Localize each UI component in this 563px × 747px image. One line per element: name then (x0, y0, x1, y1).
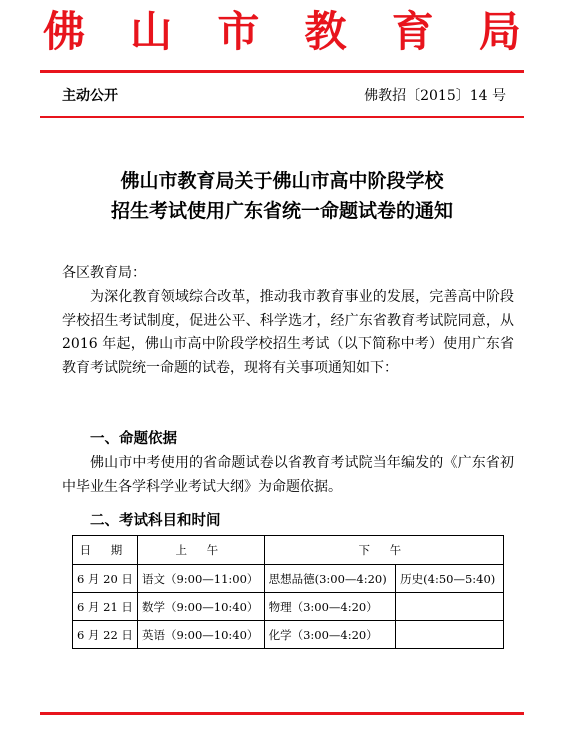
table-row (73, 593, 504, 621)
section-heading-2: 二、考试科目和时间 (90, 513, 221, 529)
masthead-char: 山 (130, 7, 173, 56)
paragraph-basis: 佛山市中考使用的省命题试卷以省教育考试院当年编发的《广东省初中毕业生各学科学业考试大纲》为命题依据。 (62, 455, 514, 495)
document-meta-row (62, 86, 506, 106)
masthead-char: 市 (217, 7, 260, 56)
header-morning: 上 午 (137, 536, 264, 565)
table-row (73, 565, 504, 593)
cell-afternoon-1: 思想品德(3:00—4:20) (264, 565, 396, 593)
paragraph-intro: 为深化教育领域综合改革，推动我市教育事业的发展，完善高中阶段学校招生考试制度，促进公平、科学选才，经广东省教育考试院同意，从 2016 年起，佛山市高中阶段学校招生考试（以下简称中考）使用广东省教育考试院统一命题的试卷，现将有关事项通知如下： (62, 289, 514, 376)
table-header-row (73, 536, 504, 565)
cell-morning: 数学（9:00—10:40） (137, 593, 264, 621)
title-line-2: 招生考试使用广东省统一命题试卷的通知 (110, 200, 453, 222)
masthead-char: 局 (478, 7, 521, 56)
title-line-1: 佛山市教育局关于佛山市高中阶段学校 (120, 170, 444, 192)
section-heading-1: 一、命题依据 (90, 431, 177, 447)
document-title (40, 166, 524, 226)
cell-morning: 语文（9:00—11:00） (137, 565, 264, 593)
cell-afternoon-1: 物理（3:00—4:20） (264, 593, 396, 621)
cell-afternoon-2: 历史(4:50—5:40) (396, 565, 504, 593)
masthead-char: 佛 (42, 7, 85, 56)
header-afternoon: 下 午 (264, 536, 503, 565)
exam-schedule-table (72, 535, 504, 649)
masthead-char: 教 (304, 7, 347, 56)
cell-date: 6 月 22 日 (73, 621, 138, 649)
masthead-char: 育 (391, 7, 434, 56)
disclosure-label: 主动公开 (62, 88, 118, 104)
cell-date: 6 月 21 日 (73, 593, 138, 621)
cell-afternoon-1: 化学（3:00—4:20） (264, 621, 396, 649)
header-date: 日 期 (73, 536, 138, 565)
cell-date: 6 月 20 日 (73, 565, 138, 593)
masthead-title (40, 4, 524, 60)
red-divider-middle (40, 116, 524, 118)
red-divider-bottom (40, 712, 524, 715)
red-divider-top (40, 70, 524, 73)
cell-morning: 英语（9:00—10:40） (137, 621, 264, 649)
cell-afternoon-2 (396, 621, 504, 649)
cell-afternoon-2 (396, 593, 504, 621)
document-number: 佛教招〔2015〕14 号 (364, 88, 506, 104)
table-row (73, 621, 504, 649)
salutation: 各区教育局： (62, 265, 146, 281)
